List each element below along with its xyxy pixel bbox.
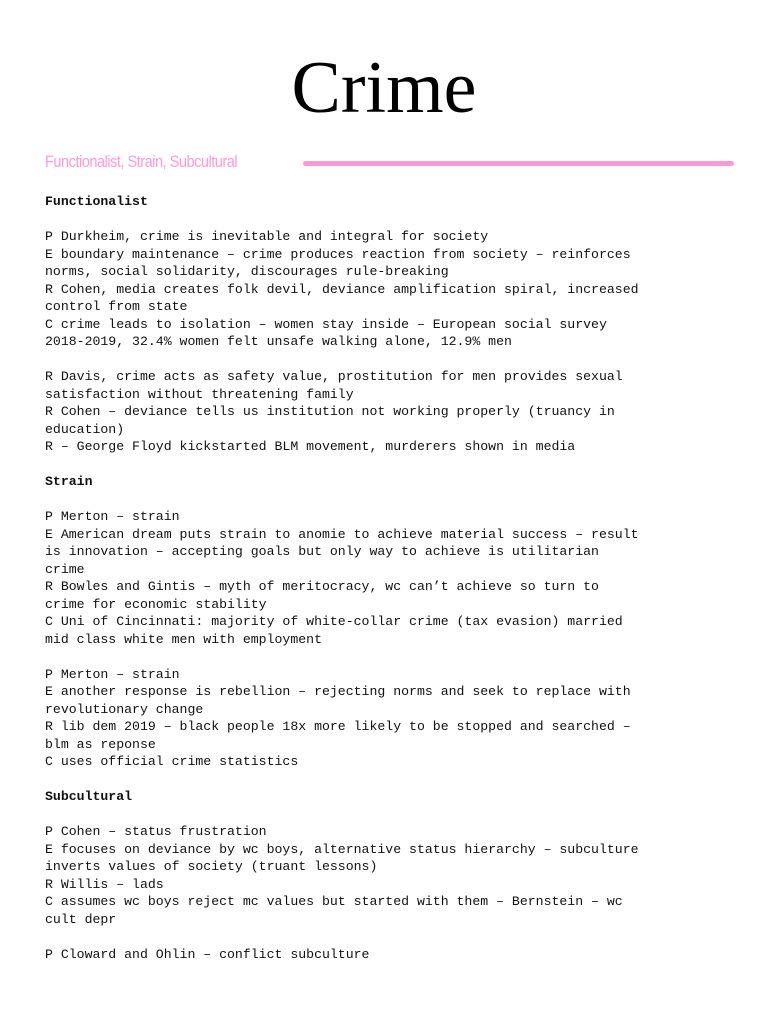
document-body [45,193,735,963]
text-line: P Durkheim, crime is inevitable and integral for society [45,229,489,244]
blank-line [45,456,735,474]
text-line: R Davis, crime acts as safety value, prostitution for men provides sexual [45,369,623,384]
text-line: norms, social solidarity, discourages rule-breaking [45,264,449,279]
text-line: crime [45,561,85,577]
text-line: R Cohen – deviance tells us institution not working properly (truancy in [45,404,615,419]
text-line: control from state [45,299,188,314]
text-line: crime for economic stability [45,596,267,612]
section-header-rule [303,161,734,166]
section-heading: Subcultural [45,789,133,804]
section-header [45,150,735,176]
text-line: C crime leads to isolation – women stay inside – European social survey [45,316,607,332]
section-heading: Functionalist [45,194,148,209]
text-line: C assumes wc boys reject mc values but started with them – Bernstein – wc [45,894,623,909]
text-line: P Merton – strain [45,666,180,682]
blank-line [45,928,735,946]
text-line: R – George Floyd kickstarted BLM movement, murderers shown in media [45,439,576,454]
text-line: cult depr [45,911,117,927]
text-line: P Merton – strain [45,509,180,524]
text-line: R lib dem 2019 – black people 18x more likely to be stopped and searched – [45,719,631,734]
text-line: E another response is rebellion – rejecting norms and seek to replace with [45,684,631,699]
text-line: R Bowles and Gintis – myth of meritocracy, wc can’t achieve so turn to [45,579,599,594]
text-line: E boundary maintenance – crime produces reaction from society – reinforces [45,246,631,262]
text-line: satisfaction without threatening family [45,386,354,402]
blank-line [45,806,735,824]
text-line: revolutionary change [45,701,204,717]
text-line: education) [45,421,125,437]
text-line: E American dream puts strain to anomie to achieve material success – result [45,526,639,542]
text-line: 2018-2019, 32.4% women felt unsafe walking alone, 12.9% men [45,334,512,349]
text-line: inverts values of society (truant lessons) [45,859,378,874]
text-line: mid class white men with employment [45,631,322,647]
section-header-label: Functionalist, Strain, Subcultural [45,152,238,171]
blank-line [45,771,735,789]
text-line: R Cohen, media creates folk devil, deviance amplification spiral, increased [45,281,639,297]
blank-line [45,648,735,666]
text-line: C uses official crime statistics [45,754,299,769]
text-line: E focuses on deviance by wc boys, alternative status hierarchy – subculture [45,841,639,857]
text-line: P Cloward and Ohlin – conflict subculture [45,946,370,962]
section-heading: Strain [45,474,93,489]
page-title: Crime [291,47,477,129]
text-line: P Cohen – status frustration [45,824,267,839]
text-line: blm as reponse [45,736,156,752]
text-line: R Willis – lads [45,876,164,892]
text-line: is innovation – accepting goals but only way to achieve is utilitarian [45,544,599,559]
blank-line [45,351,735,369]
blank-line [45,211,735,229]
blank-line [45,491,735,509]
text-line: C Uni of Cincinnati: majority of white-collar crime (tax evasion) married [45,614,623,629]
